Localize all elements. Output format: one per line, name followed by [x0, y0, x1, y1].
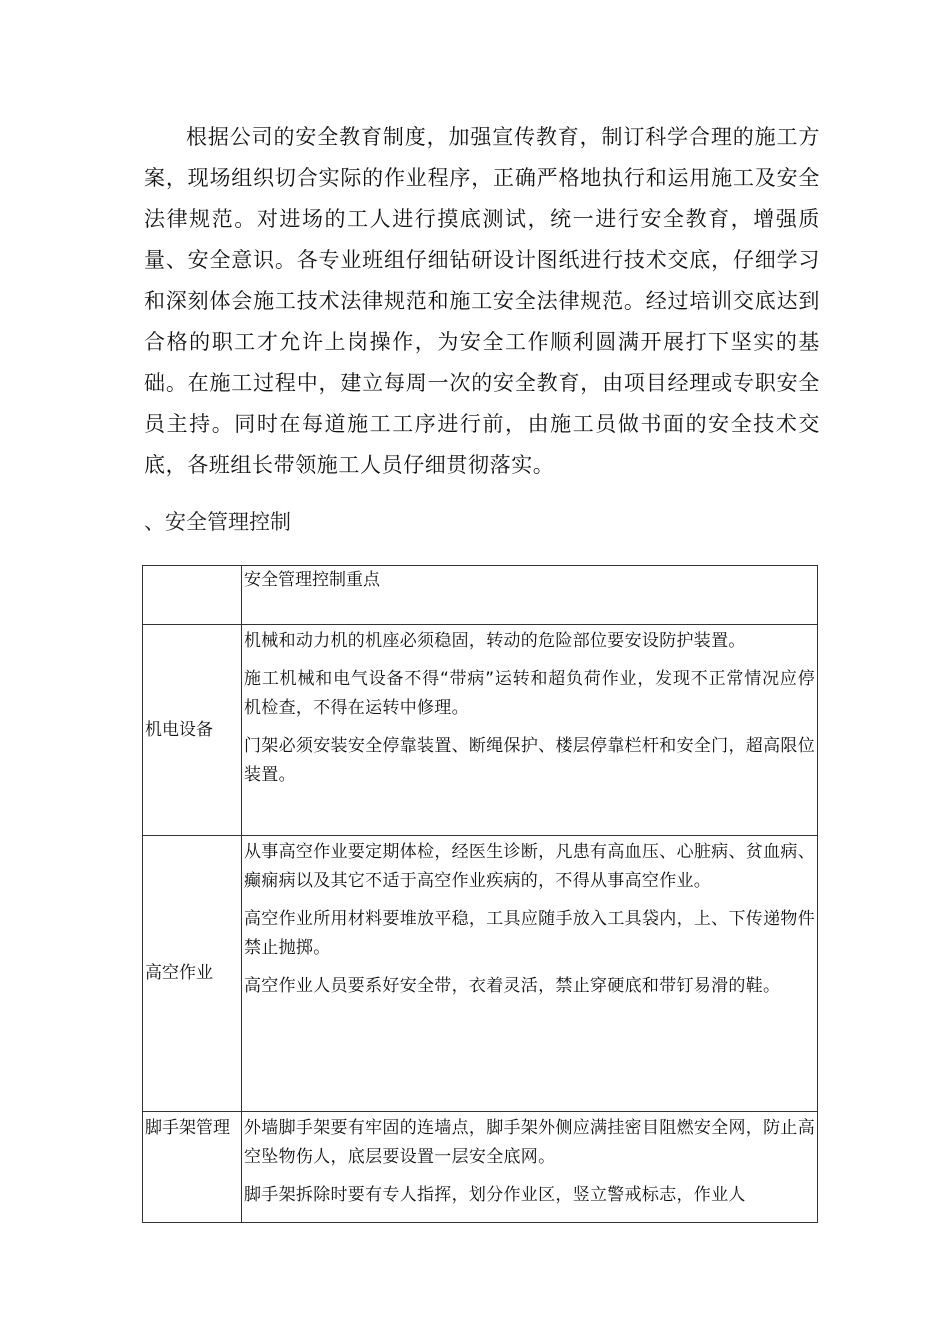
category-cell: 机电设备 — [143, 625, 242, 836]
key-point-item: 门架必须安装安全停靠装置、断绳保护、楼层停靠栏杆和安全门，超高限位装置。 — [244, 736, 815, 785]
key-point-item: 从事高空作业要定期体检，经医生诊断，凡患有高血压、心脏病、贫血病、癫痫病以及其它不适于高空作业疾病的，不得从事高空作业。 — [244, 842, 815, 891]
key-point-item: 外墙脚手架要有牢固的连墙点，脚手架外侧应满挂密目阻燃安全网，防止高空坠物伤人，底层要设置一层安全底网。 — [244, 1118, 815, 1167]
header-key-points-cell — [242, 566, 818, 625]
key-points-clip — [244, 1112, 815, 1218]
table-header-row — [143, 566, 818, 625]
table-row — [143, 836, 818, 1112]
key-points-cell — [242, 625, 818, 836]
key-points-cell — [242, 1112, 818, 1223]
intro-paragraph: 根据公司的安全教育制度，加强宣传教育，制订科学合理的施工方案，现场组织切合实际的作业程序，正确严格地执行和运用施工及安全法律规范。对进场的工人进行摸底测试，统一进行安全教育，增强质量、安全意识。各专业班组仔细钻研设计图纸进行技术交底，仔细学习和深刻体会施工技术法律规范和施工安全法律规范。经过培训交底达到合格的职工才允许上岗操作，为安全工作顺利圆满开展打下坚实的基础。在施工过程中，建立每周一次的安全教育，由项目经理或专职安全员主持。同时在每道施工工序进行前，由施工员做书面的安全技术交底，各班组长带领施工人员仔细贯彻落实。 — [144, 125, 820, 477]
key-point-item: 高空作业人员要系好安全带，衣着灵活，禁止穿硬底和带钉易滑的鞋。 — [244, 976, 781, 996]
key-point-item: 脚手架拆除时要有专人指挥，划分作业区，竖立警戒标志，作业人 — [244, 1185, 746, 1205]
category-cell: 脚手架管理 — [143, 1112, 242, 1223]
category-cell: 高空作业 — [143, 836, 242, 1112]
key-point-item: 机械和动力机的机座必须稳固，转动的危险部位要安设防护装置。 — [244, 631, 746, 651]
safety-control-table — [142, 565, 818, 1223]
header-category-cell — [143, 566, 242, 625]
header-key-points-label: 安全管理控制重点 — [244, 570, 380, 590]
table-row — [143, 1112, 818, 1223]
key-point-item: 施工机械和电气设备不得“带病”运转和超负荷作业，发现不正常情况应停机检查，不得在运转中修理。 — [244, 669, 815, 718]
key-points-cell — [242, 836, 818, 1112]
section-heading: 、安全管理控制 — [144, 510, 291, 534]
table-row — [143, 625, 818, 836]
key-point-item: 高空作业所用材料要堆放平稳，工具应随手放入工具袋内，上、下传递物件禁止抛掷。 — [244, 909, 815, 958]
